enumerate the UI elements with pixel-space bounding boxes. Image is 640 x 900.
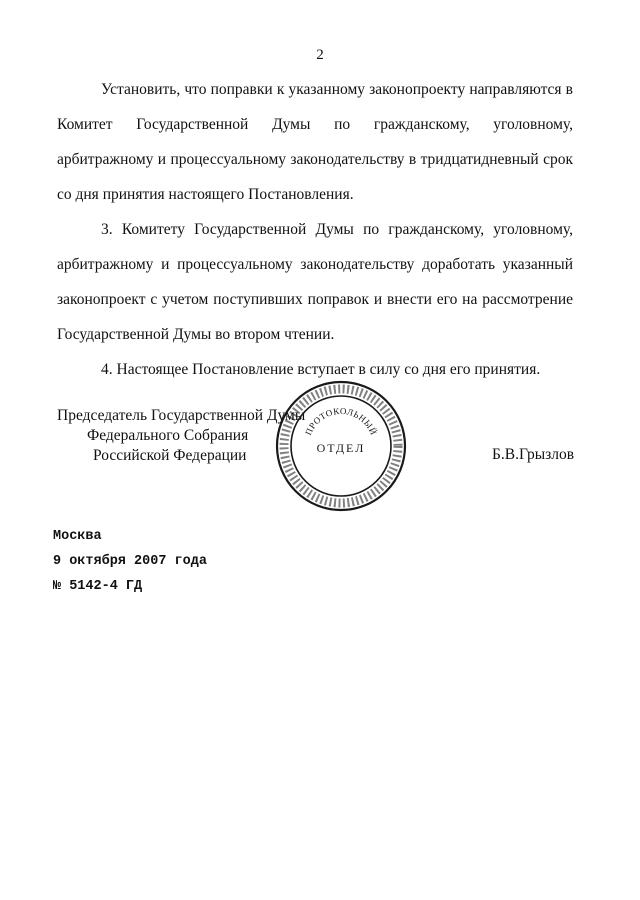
signatory-title: Российской Федерации [93,447,247,464]
text-line: арбитражному и процессуальному законодательству доработать указанный [57,256,573,273]
text-line: 4. Настоящее Постановление вступает в силу со дня его принятия. [101,361,541,378]
seal-inner-text: ПРОТОКОЛЬНЫЙ [303,405,379,437]
footer-city: Москва [53,529,102,544]
text-line: и процессуальному законодательству в тридцатидневный срок со дня принятия [57,151,573,203]
paragraph-3 [57,212,573,352]
signatory-title: Федерального Собрания [87,427,249,444]
text-line: настоящего Постановления. [168,186,354,203]
text-line: законопроект с учетом поступивших поправок и внести его на рассмотрение [57,291,573,308]
signatory-name: Б.В.Грызлов [492,446,575,463]
page-number: 2 [316,47,324,63]
text-line: 3. Комитету Государственной Думы по гражданскому, уголовному, [101,221,573,238]
document-footer [53,524,207,599]
seal-center-text: ОТДЕЛ [316,441,366,455]
footer-date: 9 октября 2007 года [53,554,207,569]
text-line: Государственной Думы во втором чтении. [57,326,335,343]
document-body [57,72,573,387]
text-line: Установить, что поправки к указанному законопроекту направляются в [101,81,573,98]
signatory-title: Председатель Государственной Думы [57,407,306,424]
seal-graphic [271,376,411,516]
paragraph-amendments [57,72,573,212]
footer-number: № 5142-4 ГД [53,579,143,594]
text-line: Комитет Государственной Думы по гражданскому, уголовному, арбитражному [57,116,573,168]
official-seal [271,376,411,516]
